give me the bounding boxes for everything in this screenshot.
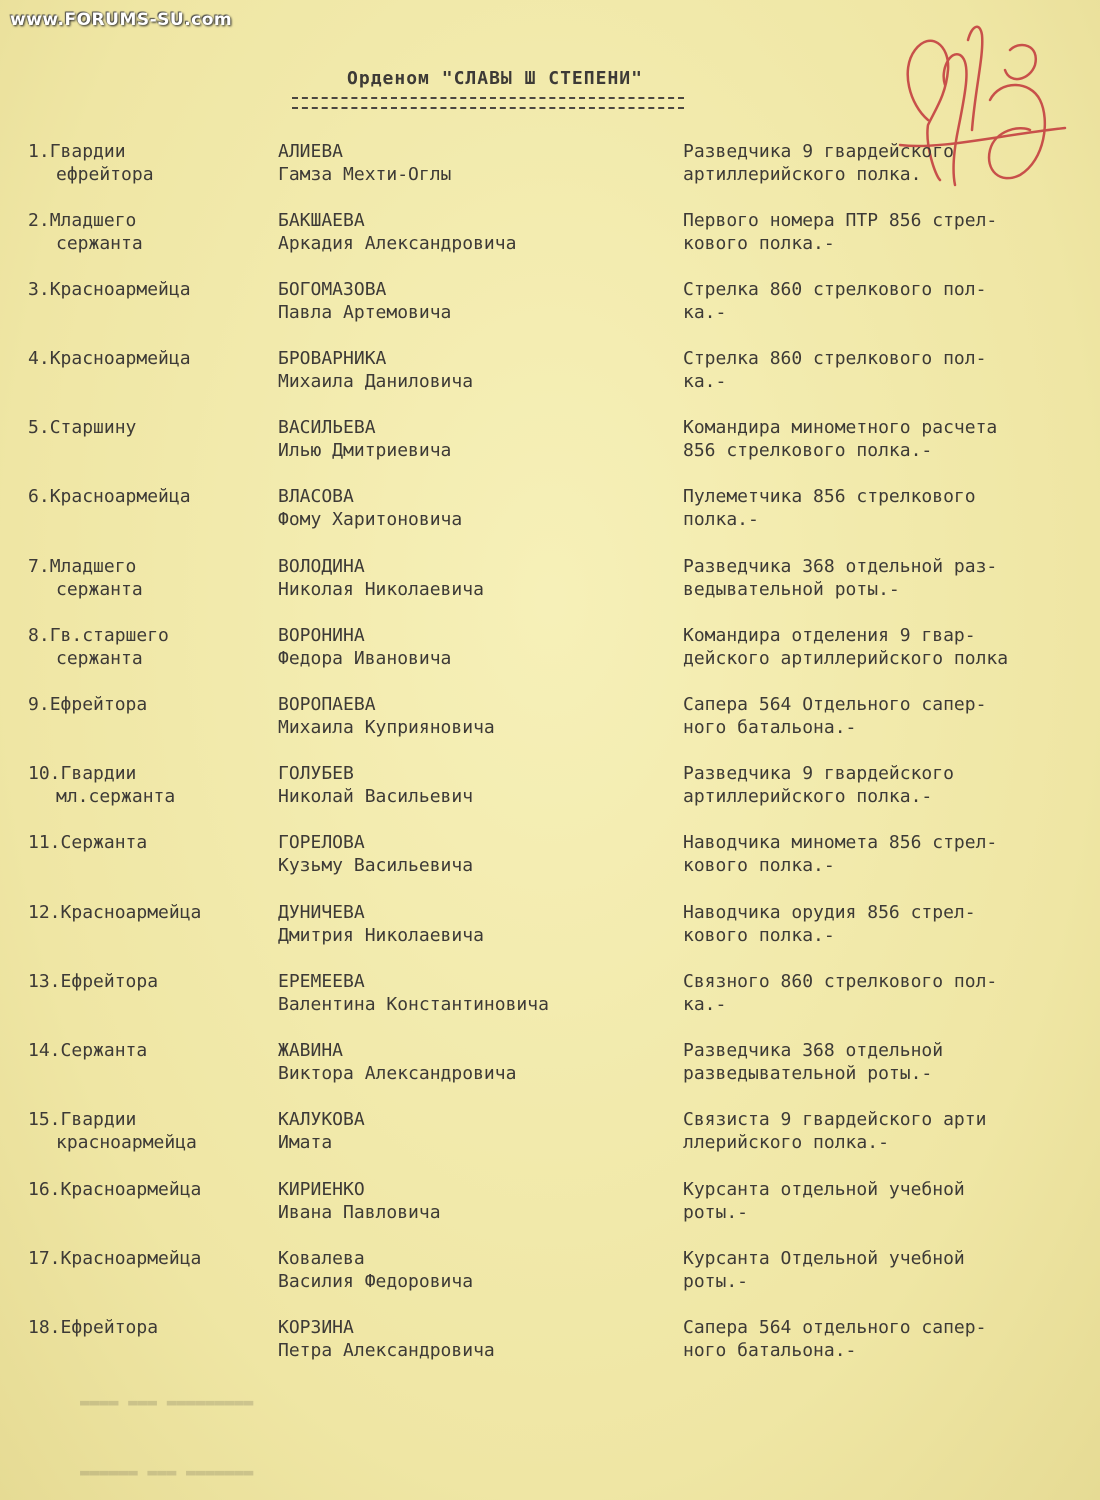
entry-number: 10. <box>28 763 61 784</box>
entry-unit <box>683 209 1093 255</box>
entry-number: 18. <box>28 1317 61 1338</box>
surname: ЖАВИНА <box>278 1040 344 1061</box>
rank-text: Младшего <box>49 210 137 231</box>
unit-text: ка.- <box>683 371 727 392</box>
unit-text: роты.- <box>683 1271 749 1292</box>
entry-name <box>278 693 668 739</box>
unit-text: Наводчика орудия 856 стрел- <box>683 902 976 923</box>
entry-number-and-rank <box>28 555 273 578</box>
award-entry <box>0 1039 1100 1099</box>
watermark-text: www.FORUMS-SU.com <box>10 10 233 30</box>
unit-text: кового полка.- <box>683 233 835 254</box>
surname: ГОЛУБЕВ <box>278 763 354 784</box>
award-entry <box>0 1247 1100 1307</box>
rank-text: Сержанта <box>60 1040 148 1061</box>
entry-number: 9. <box>28 694 50 715</box>
entry-number: 8. <box>28 625 50 646</box>
unit-text: Первого номера ПТР 856 стрел- <box>683 210 998 231</box>
rank-text: Красноармейца <box>60 1179 202 1200</box>
given-names: Николай Васильевич <box>278 786 474 807</box>
award-entry <box>0 693 1100 753</box>
award-entry <box>0 1316 1100 1376</box>
entry-unit <box>683 624 1093 670</box>
unit-text: Сапера 564 Отдельного сапер- <box>683 694 987 715</box>
entry-number: 3. <box>28 279 50 300</box>
unit-text: Стрелка 860 стрелкового пол- <box>683 279 987 300</box>
given-names: Павла Артемовича <box>278 302 452 323</box>
entry-name <box>278 485 668 531</box>
award-entry <box>0 485 1100 545</box>
unit-text: Разведчика 9 гвардейского <box>683 141 954 162</box>
surname: ВОРОНИНА <box>278 625 365 646</box>
entry-rank <box>28 901 273 924</box>
entry-number-and-rank <box>28 970 273 993</box>
entry-unit <box>683 970 1093 1016</box>
entry-rank <box>28 1039 273 1062</box>
award-entry <box>0 1178 1100 1238</box>
rank-text: Старшину <box>49 417 137 438</box>
award-entry <box>0 347 1100 407</box>
given-names: Фому Харитоновича <box>278 509 463 530</box>
award-entry <box>0 1108 1100 1168</box>
given-names: Ивана Павловича <box>278 1202 441 1223</box>
entry-number: 1. <box>28 141 50 162</box>
entry-name <box>278 278 668 324</box>
award-entry <box>0 970 1100 1030</box>
unit-text: Пулеметчика 856 стрелкового <box>683 486 976 507</box>
unit-text: ведывательной роты.- <box>683 579 900 600</box>
unit-text: Сапера 564 отдельного сапер- <box>683 1317 987 1338</box>
entry-name <box>278 416 668 462</box>
entry-number-and-rank <box>28 347 273 370</box>
entry-number-and-rank <box>28 140 273 163</box>
unit-text: ного батальона.- <box>683 1340 857 1361</box>
entry-unit <box>683 1316 1093 1362</box>
entry-rank <box>28 831 273 854</box>
bleed-through-text: ▬▬▬▬ ▬▬▬ ▬▬▬▬▬▬▬▬▬ <box>80 1395 254 1414</box>
entry-rank <box>28 485 273 508</box>
given-names: Кузьму Васильевича <box>278 855 474 876</box>
entry-unit <box>683 555 1093 601</box>
entry-name <box>278 762 668 808</box>
surname: ВЛАСОВА <box>278 486 354 507</box>
entry-number-and-rank <box>28 209 273 232</box>
entry-unit <box>683 140 1093 186</box>
document-title: Орденом "СЛАВЫ Ш СТЕПЕНИ" <box>347 68 643 89</box>
entry-number-and-rank <box>28 1108 273 1131</box>
given-names: Василия Федоровича <box>278 1271 474 1292</box>
entry-rank <box>28 624 273 670</box>
unit-text: разведывательной роты.- <box>683 1063 933 1084</box>
entry-number-and-rank <box>28 624 273 647</box>
award-entry <box>0 416 1100 476</box>
entry-number-and-rank <box>28 278 273 301</box>
given-names: Илью Дмитриевича <box>278 440 452 461</box>
surname: БАКШАЕВА <box>278 210 365 231</box>
entry-name <box>278 1108 668 1154</box>
rank-text: Ефрейтора <box>60 1317 159 1338</box>
entry-unit <box>683 831 1093 877</box>
surname: ДУНИЧЕВА <box>278 902 365 923</box>
rank-text: Сержанта <box>60 832 148 853</box>
unit-text: ллерийского полка.- <box>683 1132 889 1153</box>
rank-text: Красноармейца <box>49 348 191 369</box>
unit-text: кового полка.- <box>683 925 835 946</box>
rank-text: сержанта <box>56 233 143 254</box>
entry-number: 12. <box>28 902 61 923</box>
entry-number-and-rank <box>28 901 273 924</box>
unit-text: артиллерийского полка. <box>683 164 922 185</box>
entry-number-and-rank <box>28 1178 273 1201</box>
entry-rank <box>28 278 273 301</box>
entry-number-and-rank <box>28 762 273 785</box>
unit-text: Разведчика 368 отдельной раз- <box>683 556 998 577</box>
award-entry <box>0 624 1100 684</box>
entry-number-and-rank <box>28 1247 273 1270</box>
award-entry <box>0 278 1100 338</box>
entry-unit <box>683 347 1093 393</box>
entry-rank <box>28 693 273 716</box>
entry-name <box>278 209 668 255</box>
unit-text: Курсанта Отдельной учебной <box>683 1248 965 1269</box>
given-names: Имата <box>278 1132 333 1153</box>
unit-text: Связиста 9 гвардейского арти <box>683 1109 987 1130</box>
entry-unit <box>683 278 1093 324</box>
entry-number: 17. <box>28 1248 61 1269</box>
entry-number: 14. <box>28 1040 61 1061</box>
entry-name <box>278 555 668 601</box>
entry-rank <box>28 347 273 370</box>
entry-number: 13. <box>28 971 61 992</box>
entry-unit <box>683 693 1093 739</box>
entry-name <box>278 347 668 393</box>
award-entry <box>0 555 1100 615</box>
unit-text: Разведчика 9 гвардейского <box>683 763 954 784</box>
entry-name <box>278 1178 668 1224</box>
entry-number: 11. <box>28 832 61 853</box>
rank-text: Младшего <box>49 556 137 577</box>
unit-text: ка.- <box>683 994 727 1015</box>
rank-text: сержанта <box>56 648 143 669</box>
entry-number-and-rank <box>28 1316 273 1339</box>
surname: ВОРОПАЕВА <box>278 694 376 715</box>
rank-text: Красноармейца <box>60 902 202 923</box>
entry-number-and-rank <box>28 831 273 854</box>
rank-text: Красноармейца <box>60 1248 202 1269</box>
rank-text: Красноармейца <box>49 279 191 300</box>
rank-text: Гвардии <box>49 141 126 162</box>
entry-name <box>278 624 668 670</box>
rank-text: ефрейтора <box>56 164 154 185</box>
rank-text: Гвардии <box>60 1109 137 1130</box>
unit-text: Командира отделения 9 гвар- <box>683 625 976 646</box>
given-names: Николая Николаевича <box>278 579 484 600</box>
unit-text: Командира минометного расчета <box>683 417 998 438</box>
given-names: Виктора Александровича <box>278 1063 517 1084</box>
given-names: Михаила Даниловича <box>278 371 474 392</box>
entry-rank <box>28 555 273 601</box>
entry-number: 7. <box>28 556 50 577</box>
entry-number: 15. <box>28 1109 61 1130</box>
entry-unit <box>683 1108 1093 1154</box>
bleed-through-text: ▬▬▬▬▬▬ ▬▬▬ ▬▬▬▬▬▬▬ <box>80 1465 254 1484</box>
surname: БРОВАРНИКА <box>278 348 387 369</box>
award-entry <box>0 140 1100 200</box>
surname: ГОРЕЛОВА <box>278 832 365 853</box>
rank-text: Гвардии <box>60 763 137 784</box>
entry-name <box>278 1039 668 1085</box>
entry-number-and-rank <box>28 693 273 716</box>
entry-number: 2. <box>28 210 50 231</box>
entry-rank <box>28 140 273 186</box>
unit-text: Связного 860 стрелкового пол- <box>683 971 998 992</box>
unit-text: ного батальона.- <box>683 717 857 738</box>
rank-text: Красноармейца <box>49 486 191 507</box>
surname: АЛИЕВА <box>278 141 344 162</box>
entry-unit <box>683 901 1093 947</box>
unit-text: кового полка.- <box>683 855 835 876</box>
entry-unit <box>683 762 1093 808</box>
surname: ЕРЕМЕЕВА <box>278 971 365 992</box>
entry-unit <box>683 1039 1093 1085</box>
entry-number: 4. <box>28 348 50 369</box>
entry-rank <box>28 416 273 439</box>
unit-text: Курсанта отдельной учебной <box>683 1179 965 1200</box>
given-names: Михаила Куприяновича <box>278 717 495 738</box>
unit-text: 856 стрелкового полка.- <box>683 440 933 461</box>
entry-unit <box>683 1247 1093 1293</box>
unit-text: Стрелка 860 стрелкового пол- <box>683 348 987 369</box>
surname: ВОЛОДИНА <box>278 556 365 577</box>
award-entry <box>0 901 1100 961</box>
entry-number-and-rank <box>28 485 273 508</box>
rank-text: сержанта <box>56 579 143 600</box>
entry-name <box>278 1316 668 1362</box>
entry-unit <box>683 1178 1093 1224</box>
entry-unit <box>683 416 1093 462</box>
rank-text: красноармейца <box>56 1132 197 1153</box>
title-underline <box>292 97 684 109</box>
entry-name <box>278 1247 668 1293</box>
entry-unit <box>683 485 1093 531</box>
given-names: Федора Ивановича <box>278 648 452 669</box>
unit-text: полка.- <box>683 509 759 530</box>
entry-rank <box>28 1178 273 1201</box>
unit-text: артиллерийского полка.- <box>683 786 933 807</box>
rank-text: Ефрейтора <box>49 694 148 715</box>
award-entry <box>0 831 1100 891</box>
entry-rank <box>28 209 273 255</box>
given-names: Валентина Константиновича <box>278 994 549 1015</box>
rank-text: Ефрейтора <box>60 971 159 992</box>
entry-name <box>278 831 668 877</box>
given-names: Дмитрия Николаевича <box>278 925 484 946</box>
surname: Ковалева <box>278 1248 365 1269</box>
given-names: Петра Александровича <box>278 1340 495 1361</box>
surname: БОГОМАЗОВА <box>278 279 387 300</box>
entry-number: 6. <box>28 486 50 507</box>
unit-text: Наводчика миномета 856 стрел- <box>683 832 998 853</box>
given-names: Гамза Мехти-Оглы <box>278 164 452 185</box>
entry-rank <box>28 762 273 808</box>
unit-text: Разведчика 368 отдельной <box>683 1040 944 1061</box>
entry-number-and-rank <box>28 416 273 439</box>
unit-text: дейского артиллерийского полка <box>683 648 1009 669</box>
entry-rank <box>28 1108 273 1154</box>
entry-rank <box>28 1247 273 1270</box>
entry-number-and-rank <box>28 1039 273 1062</box>
surname: КАЛУКОВА <box>278 1109 365 1130</box>
surname: ВАСИЛЬЕВА <box>278 417 376 438</box>
award-entry <box>0 762 1100 822</box>
entry-number: 5. <box>28 417 50 438</box>
entry-name <box>278 901 668 947</box>
unit-text: ка.- <box>683 302 727 323</box>
rank-text: Гв.старшего <box>49 625 169 646</box>
given-names: Аркадия Александровича <box>278 233 517 254</box>
entry-rank <box>28 970 273 993</box>
entry-number: 16. <box>28 1179 61 1200</box>
entry-name <box>278 970 668 1016</box>
unit-text: роты.- <box>683 1202 749 1223</box>
entry-name <box>278 140 668 186</box>
entry-rank <box>28 1316 273 1339</box>
surname: КИРИЕНКО <box>278 1179 365 1200</box>
surname: КОРЗИНА <box>278 1317 354 1338</box>
rank-text: мл.сержанта <box>56 786 176 807</box>
award-entry <box>0 209 1100 269</box>
